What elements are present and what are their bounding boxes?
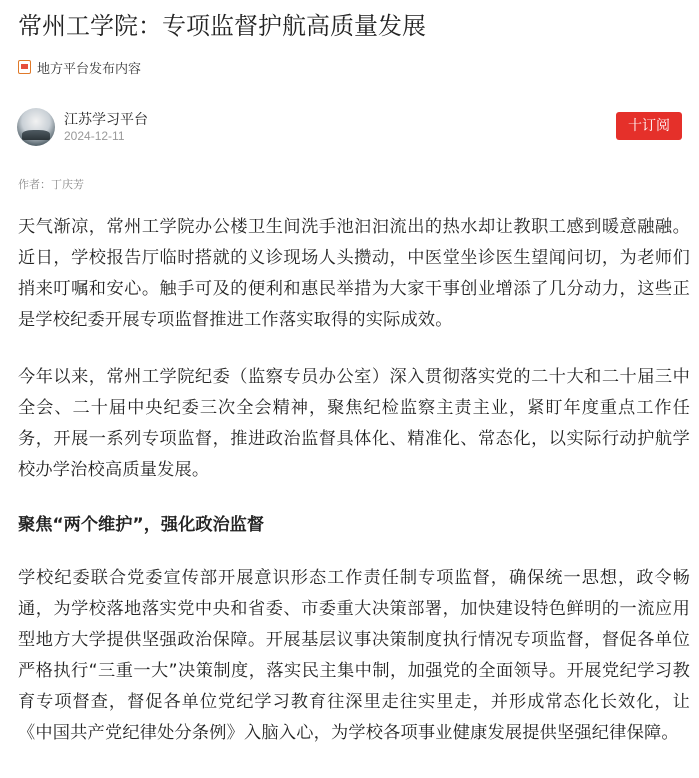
article-body	[18, 212, 690, 775]
publish-date: 2024-12-11	[64, 129, 125, 143]
article-paragraph: 学校纪委联合党委宣传部开展意识形态工作责任制专项监督，确保统一思想，政令畅通，为学校落地落实党中央和省委、市委重大决策部署，加快建设特色鲜明的一流应用型地方大学提供坚强政治保障。开展基层议事决策制度执行情况专项监督，督促各单位严格执行“三重一大”决策制度，落实民主集中制，加强党的全面领导。开展党纪学习教育专项督查，督促各单位党纪学习教育往深里走往实里走，并形成常态化长效化，让《中国共产党纪律处分条例》入脑入心，为学校各项事业健康发展提供坚强纪律保障。	[18, 568, 690, 743]
article-paragraph: 天气渐凉，常州工学院办公楼卫生间洗手池汩汩流出的热水却让教职工感到暖意融融。近日，学校报告厅临时搭就的义诊现场人头攒动，中医堂坐诊医生望闻问切，为老师们捎来叮嘱和安心。触手可及的便利和惠民举措为大家干事创业增添了几分动力，这些正是学校纪委开展专项监督推进工作落实取得的实际成效。	[18, 217, 690, 330]
source-row	[18, 57, 141, 77]
section-heading: 聚焦“两个维护”，强化政治监督	[18, 515, 265, 535]
account-avatar[interactable]	[17, 108, 55, 146]
subscribe-button[interactable]: 十订阅	[616, 112, 682, 140]
account-name[interactable]: 江苏学习平台	[64, 112, 148, 128]
author-line: 作者：丁庆芳	[18, 178, 84, 191]
article-paragraph: 今年以来，常州工学院纪委（监察专员办公室）深入贯彻落实党的二十大和二十届三中全会、二十届中央纪委三次全会精神，聚焦纪检监察主责主业，紧盯年度重点工作任务，开展一系列专项监督，推进政治监督具体化、精准化、常态化，以实际行动护航学校办学治校高质量发展。	[18, 367, 690, 480]
platform-badge-icon	[18, 60, 31, 74]
source-label: 地方平台发布内容	[37, 61, 142, 77]
account-header	[17, 108, 682, 148]
article-title: 常州工学院：专项监督护航高质量发展	[18, 12, 426, 40]
